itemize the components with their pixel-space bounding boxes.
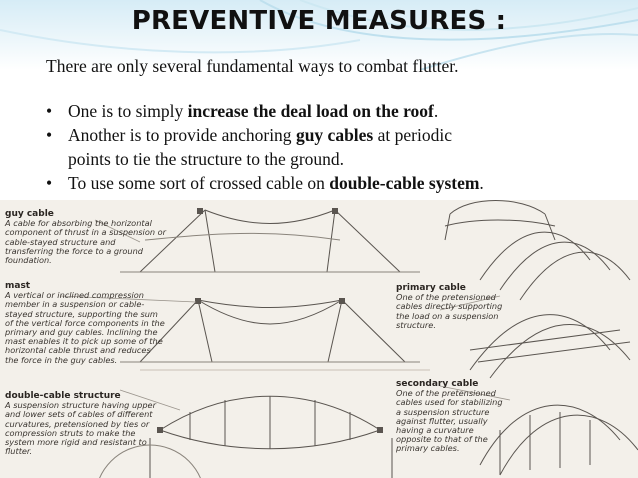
primary-cable-definition [396,284,502,330]
bullet-item-2 [46,124,484,146]
bullet-item-3 [46,172,484,194]
definition-line: component of thrust in a suspension or [5,227,166,238]
mast-diagram [120,300,420,362]
definition-line: horizontal cable thrust and reduces [5,345,151,356]
bullet-text: To use some sort of crossed cable on [68,173,330,193]
definition-line: a suspension structure [396,406,490,417]
secondary-cable-definition [396,380,503,454]
definition-line: compression struts to make the [5,427,136,438]
term-label: mast [5,281,31,291]
bullet-continuation [46,148,484,170]
definition-line: flutter. [5,446,33,457]
mast-definition [5,282,165,365]
definition-line: curvatures, pretensioned by ties or [5,418,150,429]
definition-line: having a curvature [396,425,474,436]
slide-title: PREVENTIVE MEASURES : [131,6,507,36]
term-label: secondary cable [396,379,479,389]
bullet-text: Another is to provide anchoring [68,125,296,145]
secondary-cable-diagram [480,405,638,475]
bullet-emphasis: double-cable system [329,173,480,193]
definition-line: One of the pretensioned [396,292,496,303]
definition-line: of the vertical force components in the [5,317,165,328]
term-label: double-cable structure [5,391,121,401]
bullet-text: at periodic [373,125,452,145]
guy-cable-definition [5,210,166,265]
term-label: primary cable [396,283,466,293]
definition-line: stayed structure, supporting the sum [5,308,158,319]
bullet-text: . [479,173,484,193]
definition-line: cables directly supporting [396,301,503,312]
definition-line: primary and guy cables. Inclining the [5,327,158,338]
definition-line: A vertical or inclined compression [5,290,144,301]
definition-line: mast enables it to pick up some of the [5,336,163,347]
definition-line: One of the pretensioned [396,388,496,399]
definition-line: primary cables. [396,443,460,454]
cable-structure-figure [0,200,638,478]
bullet-emphasis: guy cables [295,125,374,145]
bullet-dot: • [46,173,53,193]
bullet-emphasis: increase the deal load on the roof [187,101,434,121]
definition-line: foundation. [5,255,52,266]
definition-line: A suspension structure having upper [5,400,156,411]
term-label: guy cable [5,209,54,219]
definition-line: cable-stayed structure and [5,236,116,247]
bullet-text: . [433,101,439,121]
bullet-dot: • [46,101,53,121]
definition-line: transferring the force to a ground [5,245,143,256]
bullet-text: points to tie the structure to the ground. [68,149,345,169]
definition-line: structure. [396,319,436,330]
bullet-text: One is to simply [68,101,188,121]
definition-line: cables used for stabilizing [396,397,503,408]
definition-line: against flutter, usually [396,415,488,426]
definition-line: member in a suspension or cable- [5,299,145,310]
intro-text: There are only several fundamental ways to combat flutter. [46,56,459,76]
definition-line: A cable for absorbing the horizontal [5,218,152,229]
definition-line: the load on a suspension [396,310,499,321]
definition-line: opposite to that of the [396,434,488,445]
bullet-item-1 [46,100,484,122]
definition-line: the force in the guy cables. [5,354,118,365]
double-cable-definition [5,392,156,456]
bullet-dot: • [46,125,53,145]
bullet-list [46,100,484,196]
definition-line: and lower sets of cables of different [5,409,153,420]
definition-line: system more rigid and resistant to [5,437,147,448]
